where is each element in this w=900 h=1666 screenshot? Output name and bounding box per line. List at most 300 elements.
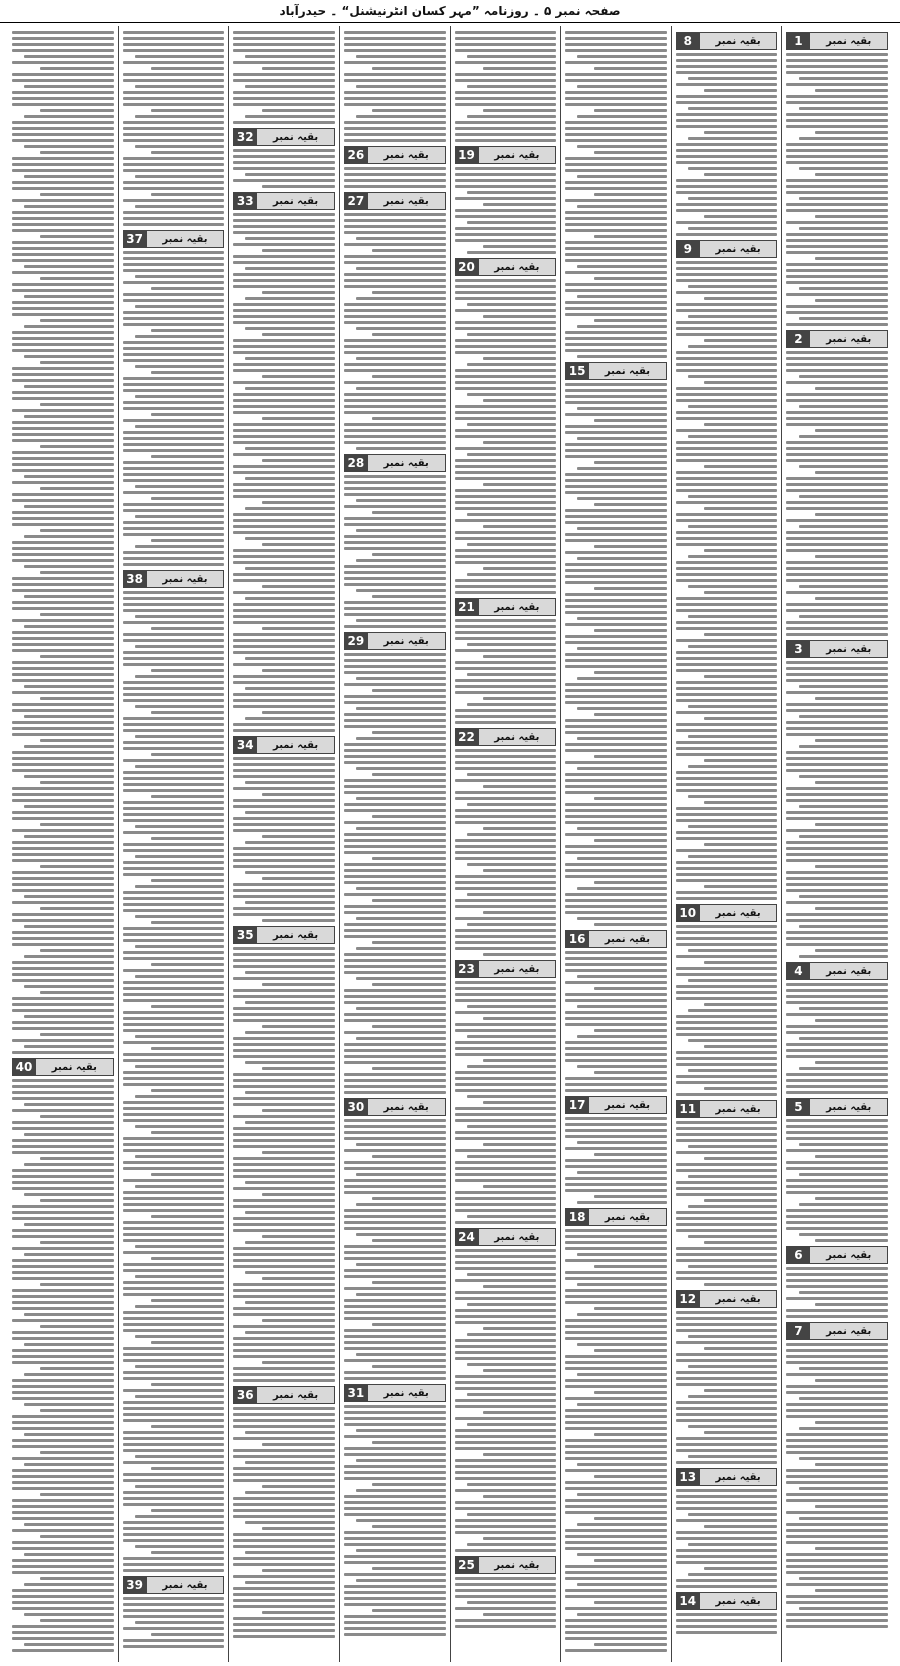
text-line [786, 501, 888, 504]
text-line [565, 1589, 667, 1592]
text-line [12, 463, 114, 466]
text-line [12, 1427, 114, 1430]
text-col-5 [339, 26, 450, 1662]
text-line [688, 585, 777, 588]
text-line [483, 655, 556, 658]
text-line [12, 1079, 114, 1082]
continuation-stub-11 [676, 1100, 778, 1118]
text-line [594, 1029, 667, 1032]
text-line [786, 1055, 888, 1058]
text-line [483, 785, 556, 788]
text-line [676, 363, 778, 366]
continuation-stub-7 [786, 1322, 888, 1340]
continuation-label: بقیہ نمبر [810, 640, 888, 658]
text-line [799, 137, 888, 140]
text-line [786, 691, 888, 694]
text-line [12, 271, 114, 274]
text-line [565, 1595, 667, 1598]
continuation-stub-27 [344, 192, 446, 210]
text-line [455, 625, 557, 628]
text-line [123, 1143, 225, 1146]
text-line [676, 531, 778, 534]
text-line [233, 1289, 335, 1292]
text-line [676, 1169, 778, 1172]
text-line [123, 1645, 225, 1648]
text-line [233, 167, 335, 170]
text-line [233, 1133, 335, 1136]
text-line [233, 519, 335, 522]
text-line [135, 1545, 224, 1548]
text-line [12, 451, 114, 454]
text-line [245, 1001, 334, 1004]
text-line [676, 543, 778, 546]
text-line [676, 399, 778, 402]
text-line [233, 817, 335, 820]
text-line [24, 1193, 113, 1196]
text-line [594, 151, 667, 154]
text-line [565, 1023, 667, 1026]
continuation-label: بقیہ نمبر [700, 1468, 778, 1486]
text-line [344, 1377, 446, 1380]
text-line [344, 487, 446, 490]
text-line [262, 291, 335, 294]
text-line [123, 1113, 225, 1116]
text-line [123, 849, 225, 852]
text-line [483, 1411, 556, 1414]
text-line [815, 697, 888, 700]
text-line [455, 1519, 557, 1522]
text-line [344, 1055, 446, 1058]
text-line [467, 1215, 556, 1218]
text-line [123, 609, 225, 612]
text-line [233, 97, 335, 100]
text-line [344, 1531, 446, 1534]
continuation-number: 5 [786, 1098, 810, 1116]
text-line [483, 1613, 556, 1616]
text-line [577, 295, 666, 298]
text-line [151, 1467, 224, 1470]
text-line [123, 999, 225, 1002]
text-line [455, 447, 557, 450]
text-line [786, 1209, 888, 1212]
text-line [123, 1639, 225, 1642]
text-line [344, 1043, 446, 1046]
text-line [786, 1215, 888, 1218]
text-line [12, 1505, 114, 1508]
text-line [676, 1223, 778, 1226]
continuation-stub-20 [455, 258, 557, 276]
text-line [577, 1005, 666, 1008]
text-line [594, 503, 667, 506]
text-line [151, 1633, 224, 1636]
text-line [40, 1493, 113, 1496]
text-line [455, 1267, 557, 1270]
text-line [233, 471, 335, 474]
text-line [455, 339, 557, 342]
continuation-number: 16 [565, 930, 589, 948]
text-line [455, 531, 557, 534]
text-line [233, 1115, 335, 1118]
text-line [245, 1581, 334, 1584]
text-line [233, 465, 335, 468]
text-line [786, 1031, 888, 1034]
text-line [455, 1507, 557, 1510]
text-line [676, 477, 778, 480]
text-line [123, 311, 225, 314]
text-line [455, 37, 557, 40]
text-line [344, 665, 446, 668]
text-line [786, 787, 888, 790]
text-line [815, 597, 888, 600]
text-line [688, 137, 777, 140]
text-line [565, 635, 667, 638]
text-line [565, 725, 667, 728]
text-line [372, 983, 445, 986]
text-line [676, 1151, 778, 1154]
text-line [135, 1485, 224, 1488]
text-line [356, 1489, 445, 1492]
text-line [799, 1457, 888, 1460]
text-line [233, 1223, 335, 1226]
text-line [483, 483, 556, 486]
text-line [12, 673, 114, 676]
text-line [676, 1489, 778, 1492]
text-line [233, 423, 335, 426]
text-line [233, 651, 335, 654]
text-line [455, 1351, 557, 1354]
text-line [344, 851, 446, 854]
text-line [135, 1065, 224, 1068]
text-line [565, 851, 667, 854]
text-line [676, 1311, 778, 1314]
text-line [344, 273, 446, 276]
text-line [676, 1507, 778, 1510]
text-line [233, 339, 335, 342]
text-line [455, 1209, 557, 1212]
text-line [344, 393, 446, 396]
text-line [24, 1373, 113, 1376]
text-line [815, 131, 888, 134]
text-line [676, 1353, 778, 1356]
text-line [815, 865, 888, 868]
text-line [467, 673, 556, 676]
text-line [12, 1631, 114, 1634]
text-line [233, 561, 335, 564]
text-line [123, 43, 225, 46]
text-line [565, 1481, 667, 1484]
text-line [356, 267, 445, 270]
text-line [565, 1319, 667, 1322]
text-line [262, 1319, 335, 1322]
text-line [344, 863, 446, 866]
text-line [676, 621, 778, 624]
text-line [688, 1069, 777, 1072]
text-line [12, 1355, 114, 1358]
text-line [24, 475, 113, 478]
text-line [123, 633, 225, 636]
text-line [704, 1087, 777, 1090]
text-line [815, 1239, 888, 1242]
text-line [233, 823, 335, 826]
text-line [344, 743, 446, 746]
text-line [344, 1615, 446, 1618]
text-line [372, 67, 445, 70]
text-line [233, 1145, 335, 1148]
text-line [356, 327, 445, 330]
text-line [151, 921, 224, 924]
text-line [786, 1385, 888, 1388]
text-line [455, 821, 557, 824]
continuation-label: بقیہ نمبر [257, 1386, 335, 1404]
text-line [455, 173, 557, 176]
text-line [786, 703, 888, 706]
text-line [344, 1119, 446, 1122]
text-line [565, 605, 667, 608]
text-line [455, 1023, 557, 1026]
text-line [676, 771, 778, 774]
text-line [483, 525, 556, 528]
text-line [123, 1473, 225, 1476]
continuation-number: 3 [786, 640, 810, 658]
text-line [12, 877, 114, 880]
text-line [565, 1637, 667, 1640]
text-line [245, 657, 334, 660]
text-line [799, 405, 888, 408]
text-line [123, 443, 225, 446]
text-line [594, 1349, 667, 1352]
text-line [12, 481, 114, 484]
text-line [123, 437, 225, 440]
text-line [123, 181, 225, 184]
text-line [40, 1451, 113, 1454]
text-line [356, 115, 445, 118]
text-line [123, 377, 225, 380]
text-line [704, 381, 777, 384]
text-line [233, 213, 335, 216]
text-line [688, 1395, 777, 1398]
text-line [245, 387, 334, 390]
text-line [799, 1367, 888, 1370]
text-line [24, 265, 113, 268]
text-line [565, 1607, 667, 1610]
text-line [233, 1169, 335, 1172]
text-line [135, 615, 224, 618]
text-line [123, 299, 225, 302]
text-line [594, 671, 667, 674]
text-line [233, 1163, 335, 1166]
text-line [344, 625, 446, 628]
continuation-stub-28 [344, 454, 446, 472]
text-line [40, 1619, 113, 1622]
text-line [565, 1229, 667, 1232]
text-line [455, 561, 557, 564]
text-line [455, 947, 557, 950]
text-line [676, 937, 778, 940]
text-line [233, 995, 335, 998]
text-line [344, 517, 446, 520]
continuation-stub-25 [455, 1556, 557, 1574]
text-line [786, 667, 888, 670]
text-line [233, 865, 335, 868]
text-line [356, 1007, 445, 1010]
text-line [483, 315, 556, 318]
text-line [455, 1071, 557, 1074]
text-line [12, 1499, 114, 1502]
text-line [233, 1037, 335, 1040]
continuation-number: 17 [565, 1096, 589, 1114]
text-line [151, 669, 224, 672]
text-line [233, 1049, 335, 1052]
text-line [704, 1525, 777, 1528]
text-line [12, 79, 114, 82]
continuation-label: بقیہ نمبر [700, 1592, 778, 1610]
text-line [233, 883, 335, 886]
text-col-3 [560, 26, 671, 1662]
text-line [786, 233, 888, 236]
text-line [786, 1013, 888, 1016]
text-line [786, 561, 888, 564]
text-line [135, 545, 224, 548]
text-line [455, 285, 557, 288]
continuation-number: 13 [676, 1468, 700, 1486]
text-line [135, 1455, 224, 1458]
text-line [565, 259, 667, 262]
text-line [356, 1353, 445, 1356]
text-line [455, 351, 557, 354]
text-line [233, 155, 335, 158]
text-line [565, 809, 667, 812]
text-line [455, 845, 557, 848]
text-line [565, 899, 667, 902]
text-line [123, 37, 225, 40]
text-line [786, 799, 888, 802]
text-line [799, 1173, 888, 1176]
text-line [577, 407, 666, 410]
text-line [24, 835, 113, 838]
text-line [455, 1525, 557, 1528]
text-line [356, 1037, 445, 1040]
text-line [676, 669, 778, 672]
text-line [455, 649, 557, 652]
text-line [483, 1285, 556, 1288]
text-line [344, 1621, 446, 1624]
text-line [12, 1009, 114, 1012]
text-line [123, 651, 225, 654]
text-line [565, 157, 667, 160]
text-line [483, 441, 556, 444]
text-line [676, 125, 778, 128]
text-line [455, 637, 557, 640]
text-line [233, 219, 335, 222]
continuation-label: بقیہ نمبر [257, 128, 335, 146]
text-line [786, 423, 888, 426]
text-line [467, 643, 556, 646]
text-line [135, 485, 224, 488]
text-line [123, 263, 225, 266]
text-line [344, 929, 446, 932]
text-line [594, 755, 667, 758]
text-line [565, 133, 667, 136]
text-line [123, 663, 225, 666]
text-line [799, 1397, 888, 1400]
text-line [151, 837, 224, 840]
text-line [12, 1565, 114, 1568]
text-line [12, 397, 114, 400]
text-line [262, 585, 335, 588]
text-line [799, 805, 888, 808]
text-line [344, 179, 446, 182]
text-line [40, 697, 113, 700]
text-line [786, 937, 888, 940]
text-line [455, 1255, 557, 1258]
text-line [786, 459, 888, 462]
text-line [12, 31, 114, 34]
continuation-number: 19 [455, 146, 479, 164]
text-line [483, 1453, 556, 1456]
text-line [262, 669, 335, 672]
text-line [151, 1047, 224, 1050]
text-line [455, 1077, 557, 1080]
text-line [815, 781, 888, 784]
text-line [123, 1233, 225, 1236]
text-line [233, 1413, 335, 1416]
text-line [786, 1415, 888, 1418]
text-line [123, 1197, 225, 1200]
text-line [12, 661, 114, 664]
text-line [24, 955, 113, 958]
text-line [565, 623, 667, 626]
text-line [344, 1013, 446, 1016]
text-line [688, 1145, 777, 1148]
text-line [344, 953, 446, 956]
text-line [455, 167, 557, 170]
text-line [344, 411, 446, 414]
text-line [799, 1143, 888, 1146]
text-line [135, 645, 224, 648]
continuation-label: بقیہ نمبر [700, 32, 778, 50]
text-line [233, 1139, 335, 1142]
text-line [151, 1005, 224, 1008]
text-line [577, 1373, 666, 1376]
text-line [676, 991, 778, 994]
text-line [233, 775, 335, 778]
continuation-label: بقیہ نمبر [700, 904, 778, 922]
text-line [676, 1247, 778, 1250]
text-line [245, 447, 334, 450]
text-line [565, 1379, 667, 1382]
text-line [123, 771, 225, 774]
text-line [245, 1491, 334, 1494]
continuation-number: 35 [233, 926, 257, 944]
text-line [455, 1197, 557, 1200]
text-line [233, 977, 335, 980]
text-line [455, 227, 557, 230]
text-line [577, 677, 666, 680]
text-line [123, 563, 225, 566]
text-line [123, 551, 225, 554]
text-line [24, 1313, 113, 1316]
text-line [786, 1625, 888, 1628]
text-line [594, 67, 667, 70]
text-line [786, 1391, 888, 1394]
text-line [123, 383, 225, 386]
text-line [786, 609, 888, 612]
text-line [676, 783, 778, 786]
text-line [786, 919, 888, 922]
text-line [594, 1195, 667, 1198]
text-line [676, 657, 778, 660]
text-line [676, 813, 778, 816]
